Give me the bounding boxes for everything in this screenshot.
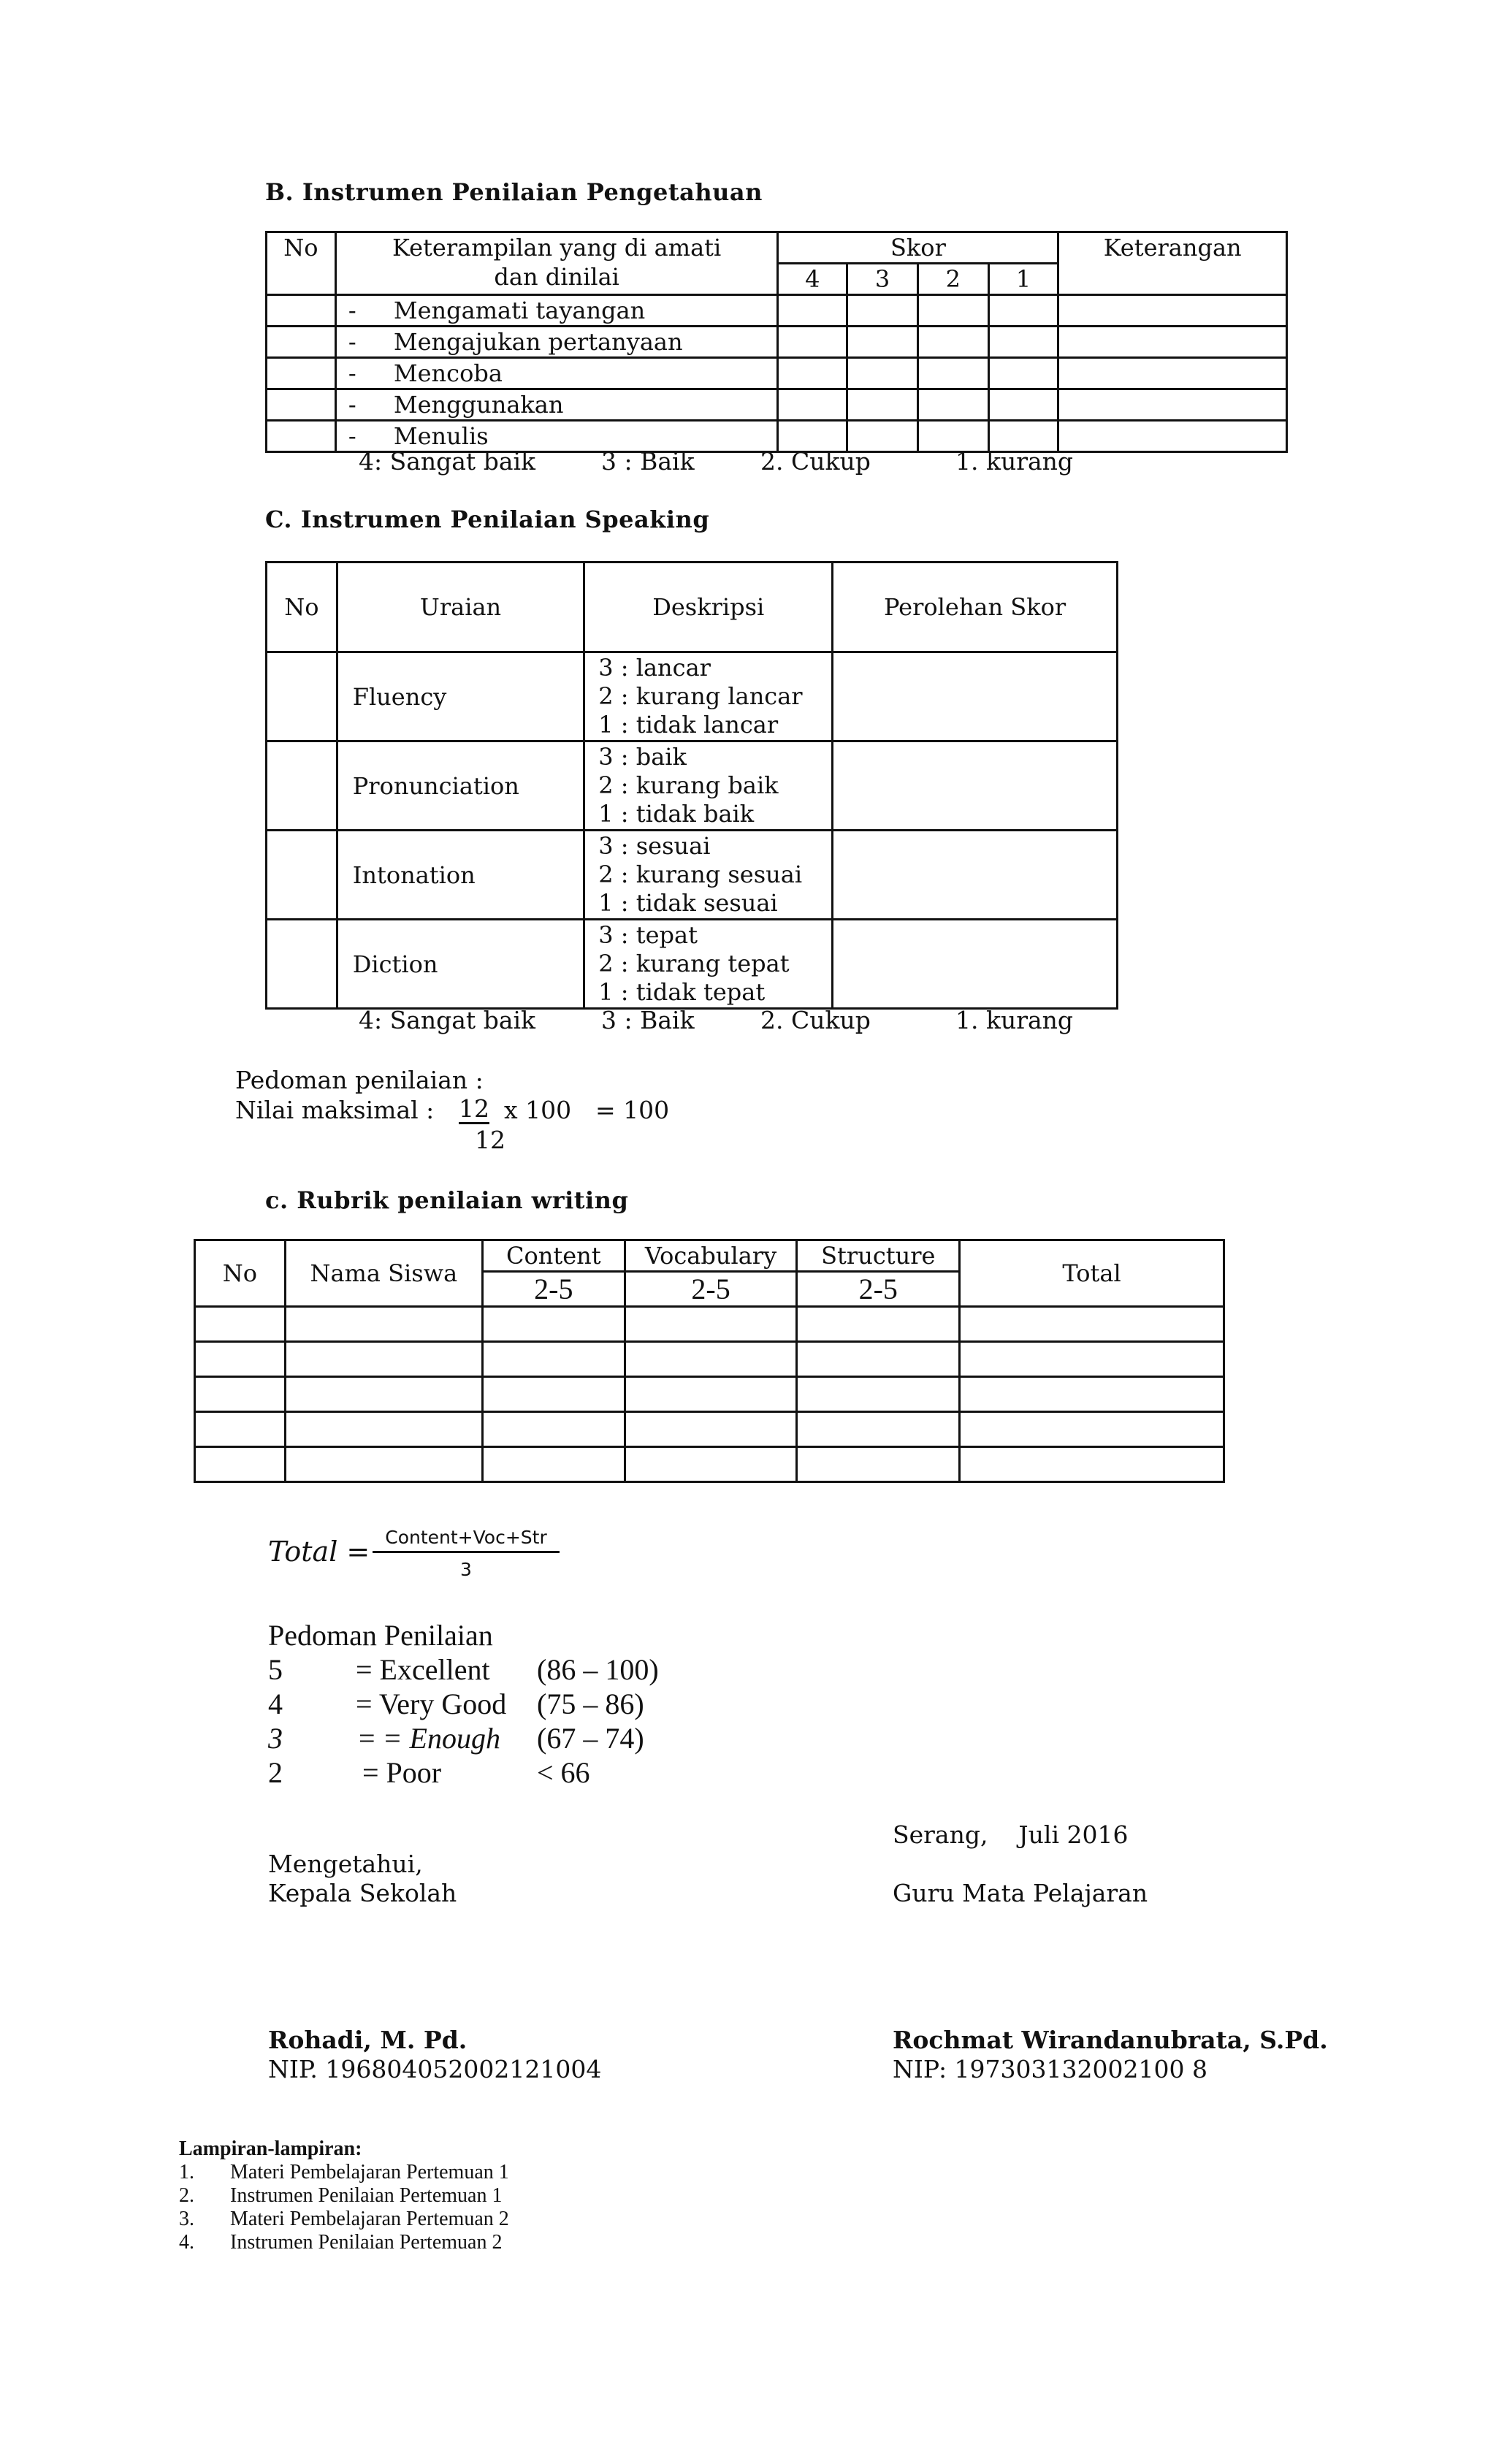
desc-line: 1 : tidak tepat (598, 978, 766, 1006)
grade-score: 2 (268, 1756, 283, 1789)
desc-line: 2 : kurang tepat (598, 950, 790, 977)
header-no: No (267, 562, 337, 652)
teacher-name: Rochmat Wirandanubrata, S.Pd. (893, 2026, 1328, 2054)
grade-range: (75 – 86) (537, 1687, 644, 1720)
header-skill (335, 232, 778, 295)
speaking-assessment-table (265, 561, 1118, 1010)
nilai-maksimal-label: Nilai maksimal : (235, 1096, 435, 1124)
deskripsi-cell (584, 741, 833, 831)
skill-cell (335, 327, 778, 358)
range-structure: 2-5 (797, 1272, 960, 1307)
knowledge-assessment-table (265, 231, 1288, 453)
bullet-dash: - (348, 359, 356, 387)
desc-line: 2 : kurang lancar (598, 682, 803, 710)
grade-label-text: = Enough (382, 1722, 500, 1755)
mengetahui-label: Mengetahui, (268, 1850, 423, 1878)
lampiran-num: 2. (179, 2184, 194, 2207)
uraian-cell: Intonation (337, 831, 584, 920)
header-score-3: 3 (847, 264, 918, 295)
desc-line: 1 : tidak sesuai (598, 889, 778, 917)
header-nama-siswa: Nama Siswa (285, 1240, 482, 1307)
grade-range: (67 – 74) (537, 1722, 644, 1755)
deskripsi-cell (584, 920, 833, 1009)
header-score-2: 2 (917, 264, 988, 295)
guru-label: Guru Mata Pelajaran (893, 1879, 1148, 1907)
desc-line: 3 : tepat (598, 921, 698, 949)
table-row (267, 295, 1287, 327)
uraian-cell: Pronunciation (337, 741, 584, 831)
section-c-title: C. Instrumen Penilaian Speaking (265, 506, 710, 533)
header-deskripsi: Deskripsi (584, 562, 833, 652)
lampiran-num: 4. (179, 2231, 194, 2254)
lampiran-title: Lampiran-lampiran: (179, 2137, 362, 2160)
legend-baik: 3 : Baik (601, 1006, 695, 1034)
header-score-1: 1 (988, 264, 1058, 295)
lampiran-item: Materi Pembelajaran Pertemuan 1 (230, 2161, 509, 2183)
desc-line: 2 : kurang sesuai (598, 861, 803, 888)
legend-baik: 3 : Baik (601, 447, 695, 476)
range-content: 2-5 (482, 1272, 625, 1307)
lampiran-num: 3. (179, 2208, 194, 2230)
desc-line: 1 : tidak lancar (598, 711, 779, 739)
score-legend (0, 447, 1496, 476)
writing-rubric-table (194, 1239, 1225, 1483)
lampiran-item: Instrumen Penilaian Pertemuan 2 (230, 2231, 503, 2254)
deskripsi-cell (584, 831, 833, 920)
header-vocabulary: Vocabulary (625, 1240, 797, 1272)
grade-score: 4 (268, 1687, 283, 1720)
header-skor: Skor (778, 232, 1058, 264)
desc-line: 2 : kurang baik (598, 771, 779, 799)
bullet-dash: - (348, 328, 356, 356)
legend-cukup: 2. Cukup (760, 447, 871, 476)
lampiran-item: Materi Pembelajaran Pertemuan 2 (230, 2208, 509, 2230)
table-row (195, 1412, 1224, 1447)
table-row (267, 358, 1287, 389)
bullet-dash: - (348, 391, 356, 419)
header-structure: Structure (797, 1240, 960, 1272)
legend-sangat-baik: 4: Sangat baik (359, 447, 536, 476)
desc-line: 3 : lancar (598, 654, 711, 682)
principal-name: Rohadi, M. Pd. (268, 2026, 468, 2054)
header-total: Total (960, 1240, 1224, 1307)
table-row (267, 652, 1118, 741)
uraian-cell: Diction (337, 920, 584, 1009)
table-row (267, 920, 1118, 1009)
fraction-numerator: 12 (459, 1094, 489, 1123)
bullet-dash: - (348, 297, 356, 324)
section-b-title: B. Instrumen Penilaian Pengetahuan (265, 178, 763, 206)
table-row (267, 389, 1287, 421)
table-row (195, 1307, 1224, 1342)
header-uraian: Uraian (337, 562, 584, 652)
lampiran-num: 1. (179, 2161, 194, 2183)
grade-label: = = Enough (359, 1722, 500, 1755)
desc-line: 3 : sesuai (598, 832, 711, 860)
header-skill-line2: dan dinilai (494, 263, 619, 291)
grade-score: 5 (268, 1653, 283, 1686)
score-legend (0, 1006, 1496, 1035)
table-row (267, 741, 1118, 831)
fraction-denominator: 12 (475, 1126, 505, 1154)
place-date: Serang, Juli 2016 (893, 1820, 1129, 1849)
legend-kurang: 1. kurang (955, 1006, 1074, 1034)
kepala-sekolah-label: Kepala Sekolah (268, 1879, 457, 1907)
table-row (267, 831, 1118, 920)
grade-label: = Poor (362, 1756, 442, 1789)
formula-denominator: 3 (460, 1559, 472, 1580)
grade-label: = Excellent (356, 1653, 490, 1686)
header-no: No (267, 232, 336, 295)
pedoman-label: Pedoman penilaian : (235, 1066, 484, 1094)
legend-kurang: 1. kurang (955, 447, 1074, 476)
legend-sangat-baik: 4: Sangat baik (359, 1006, 536, 1034)
table-row (195, 1447, 1224, 1482)
lampiran-item: Instrumen Penilaian Pertemuan 1 (230, 2184, 503, 2207)
teacher-nip: NIP: 197303132002100 8 (893, 2055, 1207, 2083)
legend-cukup: 2. Cukup (760, 1006, 871, 1034)
header-keterangan: Keterangan (1058, 232, 1287, 295)
result-100: = 100 (595, 1096, 670, 1124)
times-100: x 100 (504, 1096, 572, 1124)
principal-nip: NIP. 196804052002121004 (268, 2055, 602, 2083)
table-row (267, 327, 1287, 358)
skill-label: Mengajukan pertanyaan (393, 328, 683, 356)
range-vocabulary: 2-5 (625, 1272, 797, 1307)
skill-cell (335, 389, 778, 421)
formula-numerator: Content+Voc+Str (373, 1527, 560, 1553)
skill-cell (335, 295, 778, 327)
skill-label: Mengamati tayangan (393, 297, 646, 324)
grade-range: (86 – 100) (537, 1653, 659, 1686)
grade-range: < 66 (537, 1756, 590, 1789)
bullet-dash: - (348, 422, 356, 450)
grade-score: 3 (268, 1722, 283, 1755)
skill-label: Menulis (393, 422, 489, 450)
rubrik-title: c. Rubrik penilaian writing (265, 1186, 629, 1214)
skill-cell (335, 358, 778, 389)
uraian-cell: Fluency (337, 652, 584, 741)
header-perolehan-skor: Perolehan Skor (833, 562, 1118, 652)
skill-label: Mencoba (393, 359, 503, 387)
desc-line: 1 : tidak baik (598, 800, 755, 828)
header-content: Content (482, 1240, 625, 1272)
desc-line: 3 : baik (598, 743, 687, 771)
table-row (195, 1377, 1224, 1412)
header-no: No (195, 1240, 286, 1307)
header-skill-line1: Keterampilan yang di amati (392, 234, 722, 262)
table-row (195, 1342, 1224, 1377)
header-score-4: 4 (778, 264, 847, 295)
grade-label: = Very Good (356, 1687, 507, 1720)
formula-lhs: Total = (268, 1536, 370, 1568)
grading-title: Pedoman Penilaian (268, 1619, 493, 1652)
deskripsi-cell (584, 652, 833, 741)
skill-label: Menggunakan (393, 391, 564, 419)
